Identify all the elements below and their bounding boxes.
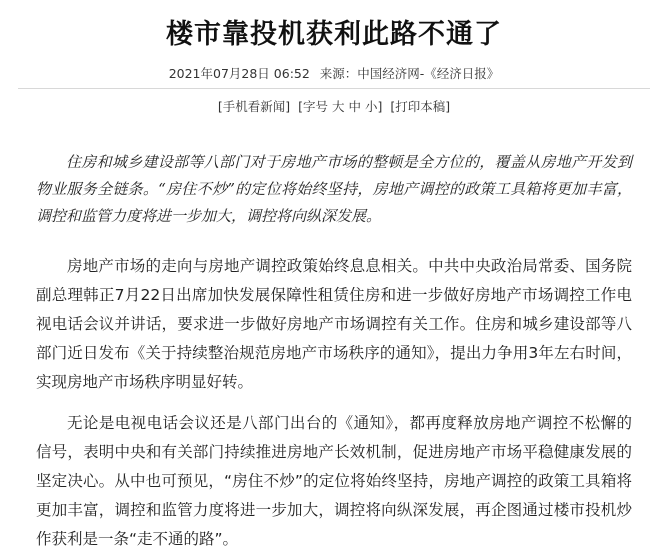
font-size-medium-link[interactable]: 中 [348, 99, 361, 114]
article-title: 楼市靠投机获利此路不通了 [166, 19, 502, 50]
header-divider [18, 88, 650, 89]
article-paragraph: 房地产市场的走向与房地产调控政策始终息息相关。中共中央政治局常委、国务院副总理韩正7月22日出席加快发展保障性租赁住房和进一步做好房地产市场调控工作电视电话会议并讲话，要求进一步做好房地产市场调控有关工作。住房和城乡建设部等八部门近日发布《关于持续整治规范房地产市场秩序的通知》，提出力争用3年左右时间，实现房地产市场秩序明显好转。 [36, 257, 632, 391]
font-size-small-link[interactable]: 小] [364, 99, 383, 114]
article-lead-paragraph: 住房和城乡建设部等八部门对于房地产市场的整顿是全方位的，覆盖从房地产开发到物业服务全链条。“房住不炒”的定位将始终坚持，房地产调控的政策工具箱将更加丰富，调控和监管力度将进一步加大，调控将向纵深发展。 [36, 153, 632, 225]
publish-datetime: 2021年07月28日 06:52 [168, 66, 310, 81]
font-size-large-link[interactable]: 大 [331, 99, 345, 114]
article-source: 来源：中国经济网-《经济日报》 [319, 66, 500, 81]
print-link[interactable]: [打印本稿] [390, 99, 451, 114]
font-size-label: [字号 [298, 99, 328, 114]
article-toolbar [0, 97, 668, 115]
article-meta [0, 64, 668, 82]
mobile-news-link[interactable]: [手机看新闻] [217, 99, 291, 114]
article-paragraph: 无论是电视电话会议还是八部门出台的《通知》，都再度释放房地产调控不松懈的信号，表明中央和有关部门持续推进房地产长效机制，促进房地产市场平稳健康发展的坚定决心。从中也可预见，“房住不炒”的定位将始终坚持，房地产调控的政策工具箱将更加丰富，调控和监管力度将进一步加大，调控将向纵深发展，再企图通过楼市投机炒作获利是一条“走不通的路”。 [36, 414, 632, 548]
